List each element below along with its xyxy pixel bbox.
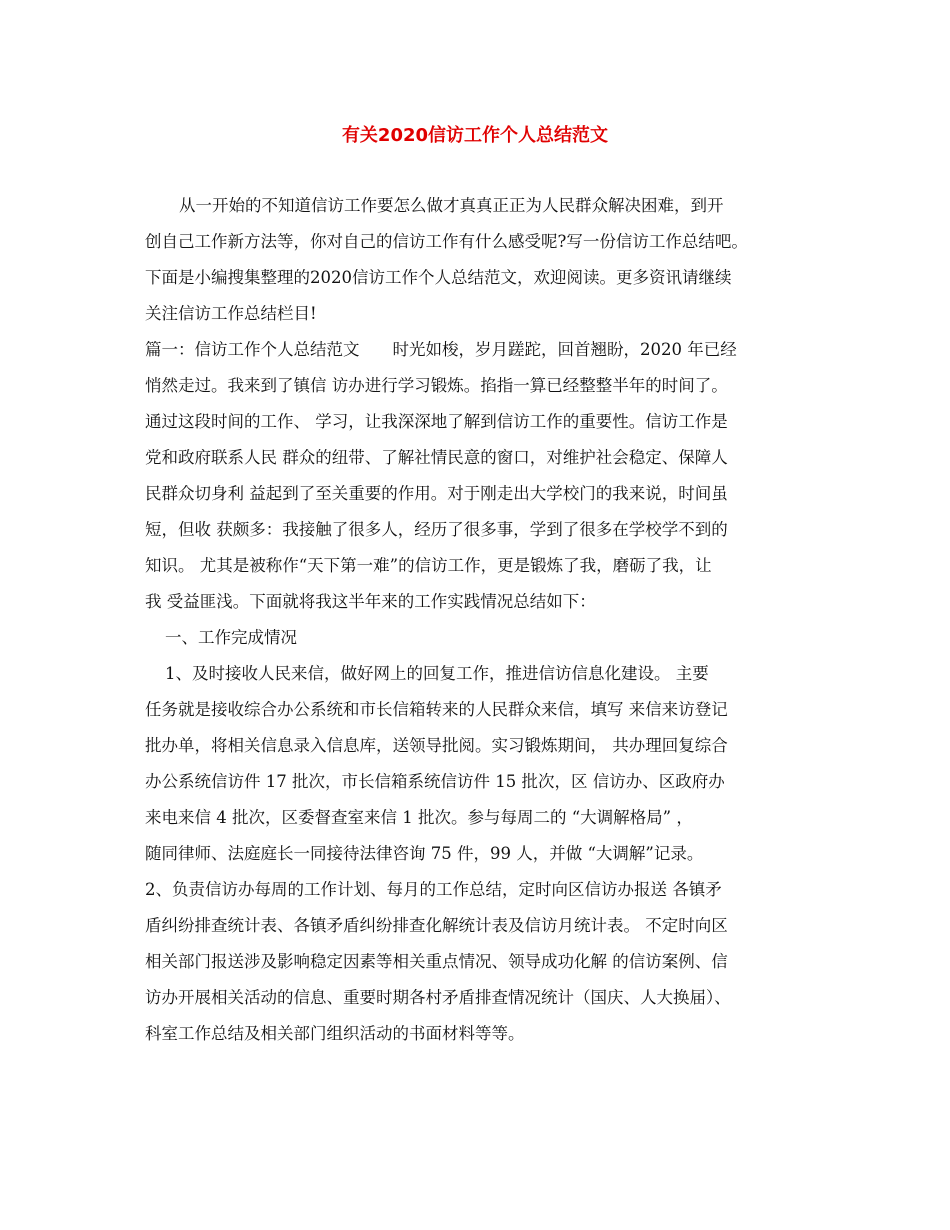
text-line: 从一开始的不知道信访工作要怎么做才真真正正为人民群众解决困难，到开	[179, 196, 724, 215]
text-line: 创自己工作新方法等，你对自己的信访工作有什么感受呢?写一份信访工作总结吧。	[145, 232, 748, 251]
text-line: 访办开展相关活动的信息、重要时期各村矛盾排查情况统计（国庆、人大换届）、	[145, 988, 731, 1007]
text-line: 我 受益匪浅。下面就将我这半年来的工作实践情况总结如下：	[145, 592, 596, 611]
text-line: 相关部门报送涉及影响稳定因素等相关重点情况、领导成功化解 的信访案例、信	[145, 952, 728, 971]
text-line: 悄然走过。我来到了镇信 访办进行学习锻炼。掐指一算已经整整半年的时间了。	[145, 376, 728, 395]
text-line: 1、及时接收人民来信，做好网上的回复工作，推进信访信息化建设。 主要	[165, 664, 709, 683]
text-line: 2、负责信访办每周的工作计划、每月的工作总结，定时向区信访办报送 各镇矛	[145, 880, 722, 899]
text-line: 短，但收 获颇多：我接触了很多人，经历了很多事，学到了很多在学校学不到的	[145, 520, 728, 539]
text-line: 办公系统信访件 17 批次，市长信箱系统信访件 15 批次，区 信访办、区政府办	[145, 772, 725, 791]
text-line: 下面是小编搜集整理的2020信访工作个人总结范文，欢迎阅读。更多资讯请继续	[145, 268, 732, 287]
text-line: 随同律师、法庭庭长一同接待法律咨询 75 件，99 人，并做 “大调解”记录。	[145, 844, 704, 863]
text-line: 任务就是接收综合办公系统和市长信箱转来的人民群众来信，填写 来信来访登记	[145, 700, 728, 719]
text-line: 通过这段时间的工作、 学习，让我深深地了解到信访工作的重要性。信访工作是	[145, 412, 728, 431]
text-line: 知识。 尤其是被称作“天下第一难”的信访工作，更是锻炼了我，磨砺了我，让	[145, 556, 712, 575]
text-line: 一、工作完成情况	[165, 628, 297, 647]
text-line: 批办单，将相关信息录入信息库，送领导批阅。实习锻炼期间， 共办理回复综合	[145, 736, 728, 755]
text-line: 盾纠纷排查统计表、各镇矛盾纠纷排查化解统计表及信访月统计表。 不定时向区	[145, 916, 728, 935]
document-title: 有关2020信访工作个人总结范文	[341, 125, 609, 146]
text-line: 党和政府联系人民 群众的纽带、了解社情民意的窗口，对维护社会稳定、保障人	[145, 448, 728, 467]
text-line: 民群众切身利 益起到了至关重要的作用。对于刚走出大学校门的我来说，时间虽	[145, 484, 728, 503]
text-line: 篇一：信访工作个人总结范文 时光如梭，岁月蹉跎，回首翘盼，2020 年已经	[145, 340, 737, 359]
text-line: 来电来信 4 批次，区委督查室来信 1 批次。参与每周二的 “大调解格局” ，	[145, 808, 693, 827]
text-line: 关注信访工作总结栏目!	[145, 304, 317, 323]
document-body	[145, 188, 815, 1052]
text-line: 科室工作总结及相关部门组织活动的书面材料等等。	[145, 1024, 525, 1043]
